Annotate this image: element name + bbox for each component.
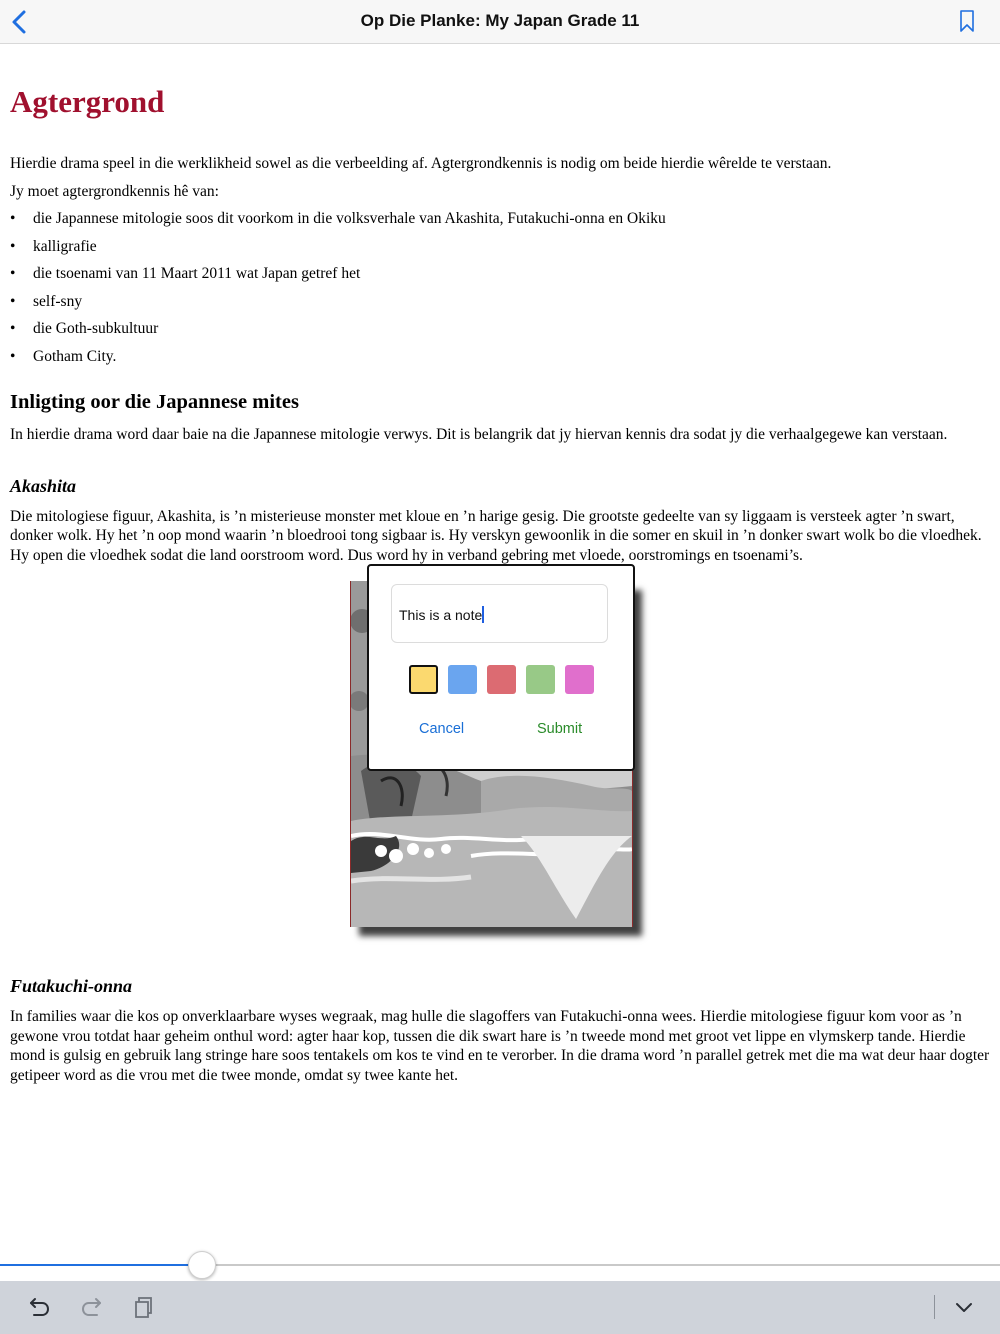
bottom-toolbar: [0, 1281, 1000, 1334]
color-swatch-pink[interactable]: [565, 665, 594, 694]
chevron-down-icon[interactable]: [951, 1294, 977, 1320]
undo-icon[interactable]: [26, 1294, 52, 1320]
copy-icon[interactable]: [131, 1294, 157, 1320]
list-item: • Gotham City.: [10, 347, 117, 365]
list-item: • self-sny: [10, 292, 83, 310]
color-swatch-blue[interactable]: [448, 665, 477, 694]
intro-paragraph: Hierdie drama speel in die werklikheid sowel as die verbeelding af. Agtergrondkennis is nodig om beide hierdie wêrelde te verstaan.: [10, 155, 832, 172]
cancel-button[interactable]: Cancel: [419, 721, 465, 737]
akashita-paragraph: Die mitologiese figuur, Akashita, is ’n misterieuse monster met kloue en ’n harige gesig. Die grootste gedeelte van sy liggaam is versteek agter ’n swart, donker wolk. Hy het ’n oop mond waarin ’n bloedrooi tong sigbaar is. Hy verskyn gewoonlik in die somer en skuil in ’n donker swart wolk bo die vloedhek. Hy open die vloedhek sodat die land oorstroom word. Dus word hy in verband gebring met vloede, oorstromings en tsoenami’s.: [10, 507, 982, 564]
navigation-bar: [0, 0, 1000, 44]
list-item: • die Goth-subkultuur: [10, 320, 159, 337]
reading-progress-slider[interactable]: [0, 1250, 1000, 1280]
article-body: [10, 84, 995, 565]
article-title: Agtergrond: [10, 84, 165, 119]
futakuchi-paragraph: In families waar die kos op onverklaarbare wyses wegraak, mag hulle die slagoffers van Futakuchi-onna wees. Hierdie mitologiese figuur kom voor as ’n gewone vrou totdat haar geheim onthul word: agter haar kop, tussen die dik swart hare is ’n tweede mond met groot vet lippe en vlymskerp tande. Hierdie mond is gulsig en gebruik lang stringe hare soos tentakels om kos te vind en te verorber. In die drama word ’n parallel getrek met die ma wat deur haar dogter getipeer word as die vrou met die twee monde, omdat sy twee kante het.: [10, 1008, 990, 1084]
note-input[interactable]: This is a note: [391, 584, 608, 643]
color-swatch-yellow[interactable]: [409, 665, 438, 694]
section-paragraph: In hierdie drama word daar baie na die Japannese mitologie verwys. Dit is belangrik dat jy hiervan kennis dra sodat jy die verhaalgegewe kan verstaan.: [10, 426, 948, 443]
text-caret: [482, 606, 484, 623]
list-item: • die tsoenami van 11 Maart 2011 wat Japan getref het: [10, 265, 361, 282]
submit-button[interactable]: Submit: [537, 721, 583, 737]
futakuchi-section: [10, 975, 995, 1085]
slider-thumb[interactable]: [188, 1251, 216, 1279]
page-title: Op Die Planke: My Japan Grade 11: [360, 11, 640, 30]
section-heading: Inligting oor die Japannese mites: [10, 391, 299, 413]
background-list: [10, 209, 995, 366]
note-popup: [367, 564, 635, 771]
futakuchi-heading: Futakuchi-onna: [10, 976, 133, 996]
redo-icon[interactable]: [79, 1294, 105, 1320]
lead-paragraph: Jy moet agtergrondkennis hê van:: [10, 182, 219, 200]
slider-fill: [0, 1264, 202, 1266]
list-item: • die Japannese mitologie soos dit voorkom in die volksverhale van Akashita, Futakuchi-onna en Okiku: [10, 210, 666, 227]
bookmark-icon[interactable]: [958, 9, 976, 33]
akashita-heading: Akashita: [10, 475, 77, 496]
list-item: • kalligrafie: [10, 237, 97, 255]
color-swatch-red[interactable]: [487, 665, 516, 694]
toolbar-divider: [934, 1295, 935, 1319]
color-swatch-green[interactable]: [526, 665, 555, 694]
